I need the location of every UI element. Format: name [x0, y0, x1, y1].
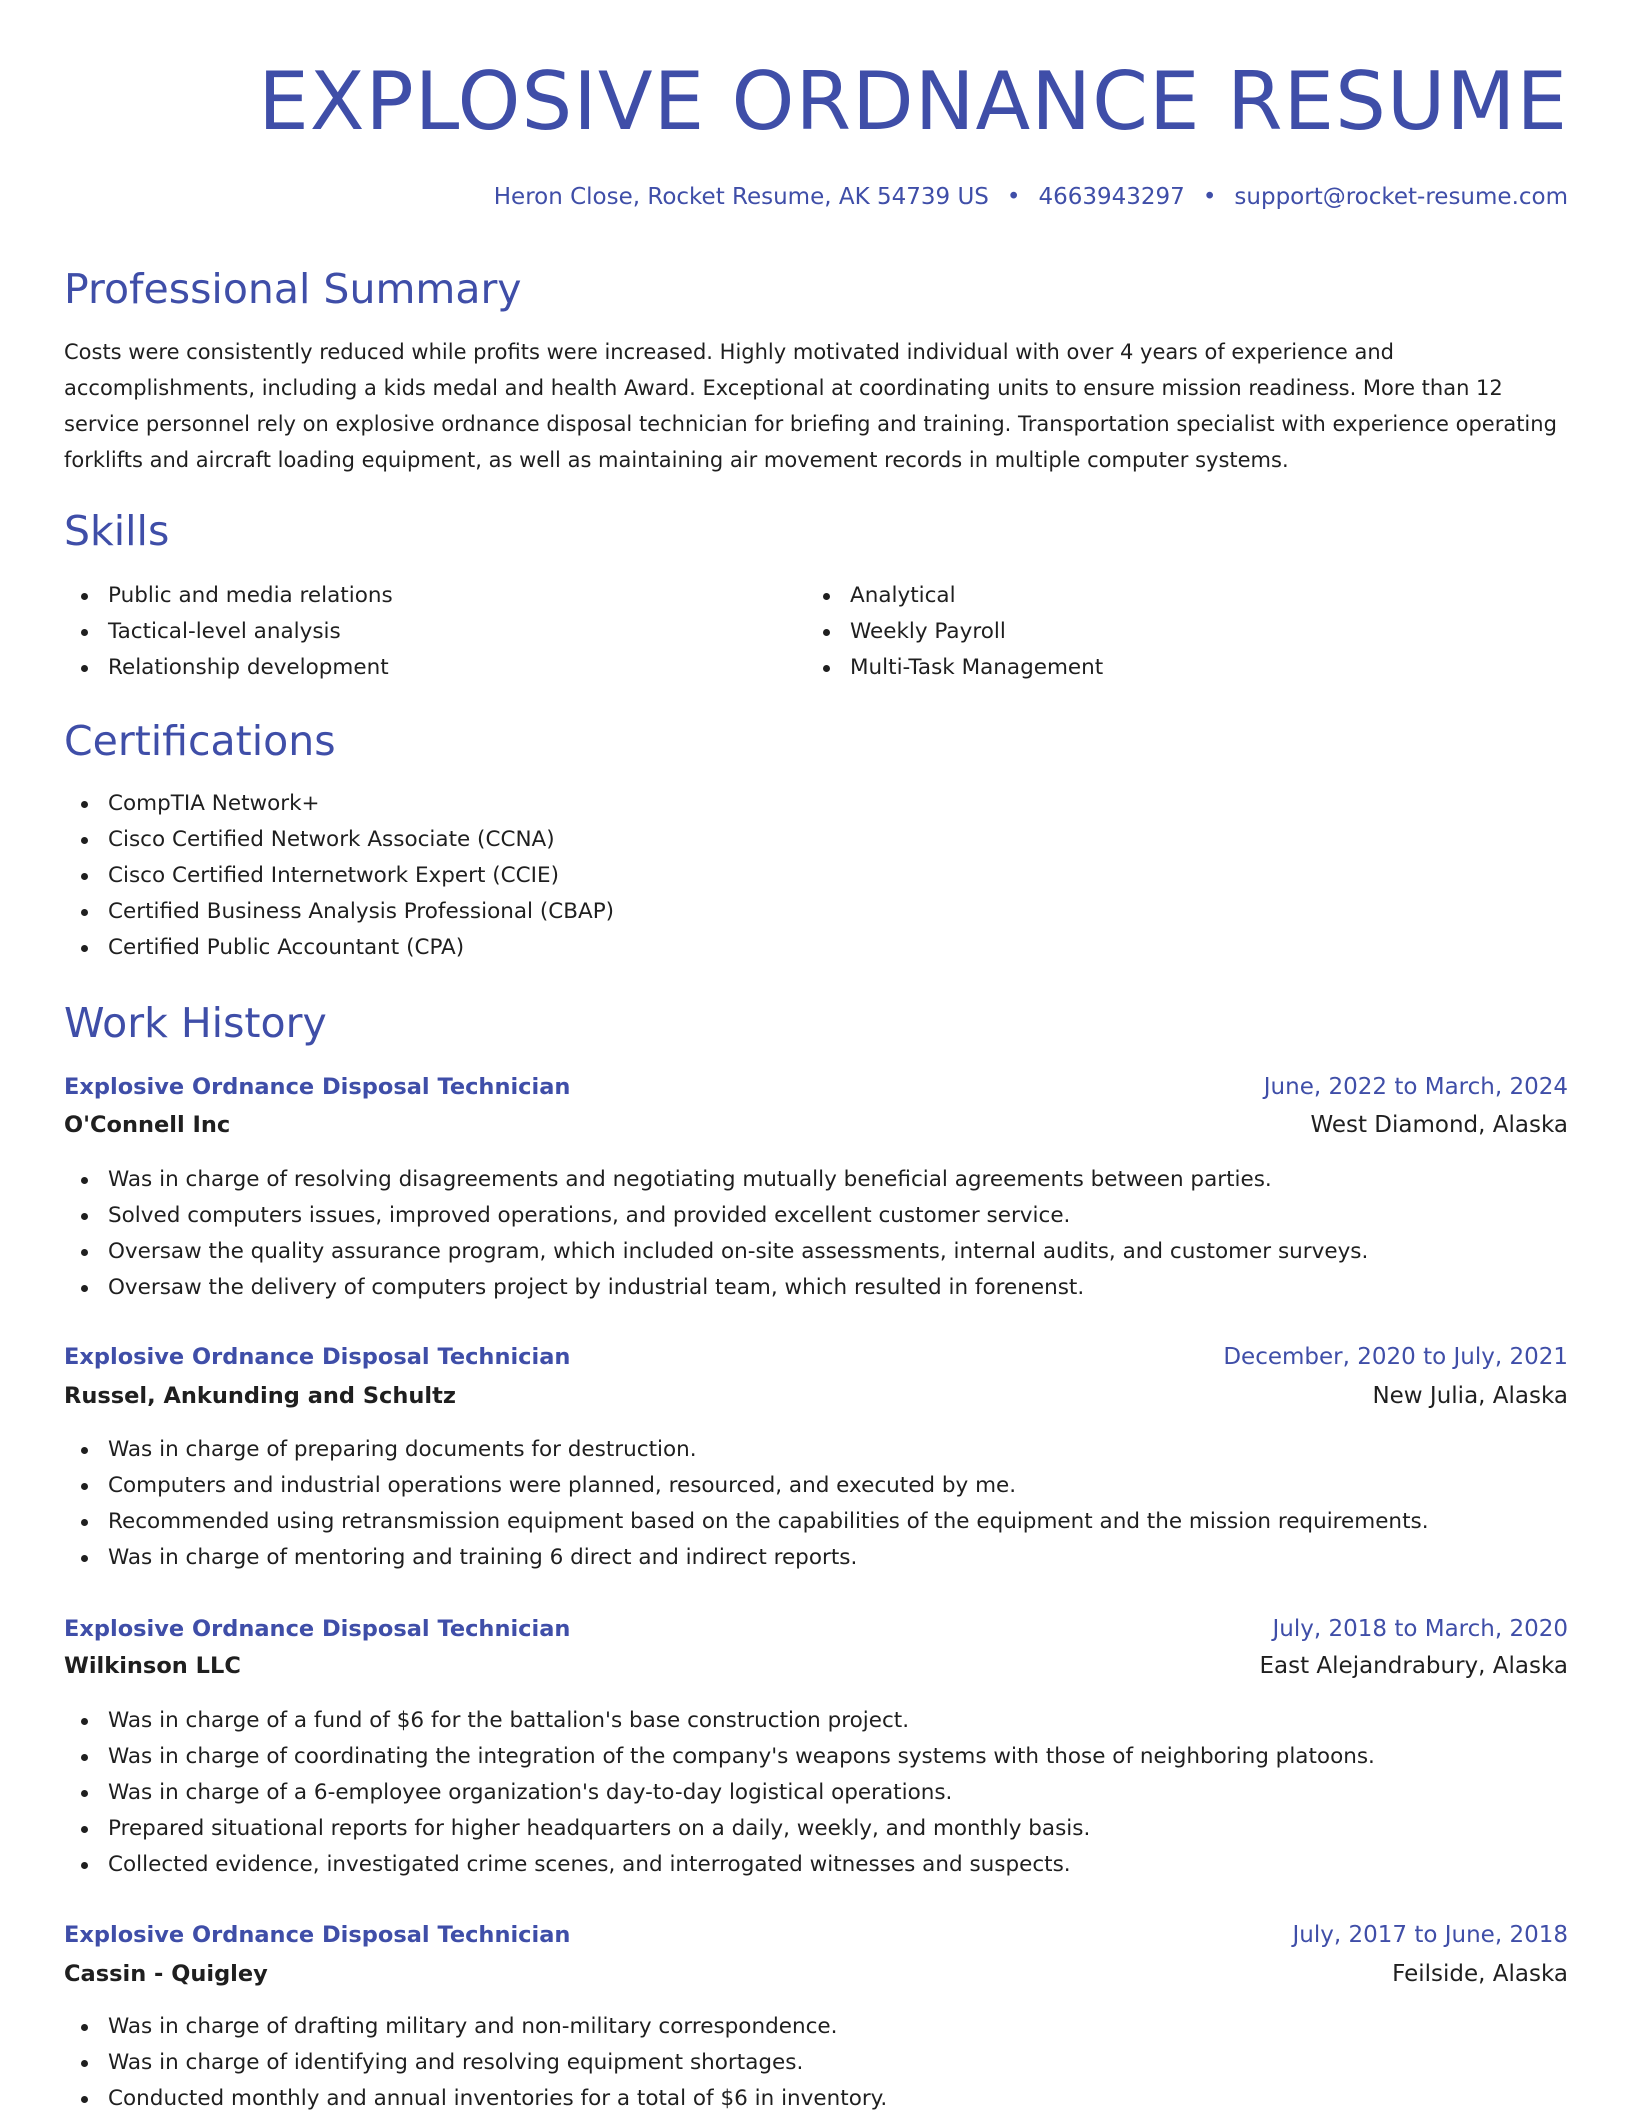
certification-item: Cisco Certified Internetwork Expert (CCIE) [64, 858, 614, 894]
skill-item: Tactical-level analysis [64, 614, 393, 650]
skill-item: Analytical [806, 578, 1103, 614]
skill-item: Multi-Task Management [806, 650, 1103, 686]
skill-item: Relationship development [64, 650, 393, 686]
job-bullets [64, 1432, 1429, 1576]
job-location: Feilside, Alaska [1392, 1961, 1568, 1987]
contact-separator: • [1202, 184, 1217, 210]
job-title: Explosive Ordnance Disposal Technician [64, 1616, 571, 1642]
skill-item: Weekly Payroll [806, 614, 1103, 650]
job-bullet: Solved computers issues, improved operations, and provided excellent customer service. [64, 1198, 1368, 1234]
work-history-heading: Work History [64, 999, 327, 1047]
certifications-list [64, 786, 614, 966]
job-dates: June, 2022 to March, 2024 [1263, 1074, 1568, 1100]
certifications-heading: Certifications [64, 717, 336, 765]
job-dates: December, 2020 to July, 2021 [1223, 1344, 1568, 1370]
job-location: West Diamond, Alaska [1310, 1112, 1568, 1138]
job-bullet: Recommended using retransmission equipment based on the capabilities of the equipment and the mission requirements. [64, 1504, 1429, 1540]
job-company: O'Connell Inc [64, 1112, 231, 1138]
job-location: East Alejandrabury, Alaska [1259, 1653, 1568, 1679]
resume-title: EXPLOSIVE ORDNANCE RESUME [258, 55, 1568, 148]
job-bullet: Oversaw the quality assurance program, which included on-site assessments, internal audits, and customer surveys. [64, 1234, 1368, 1270]
skills-list-right [806, 578, 1103, 686]
job-location: New Julia, Alaska [1372, 1383, 1568, 1409]
certification-item: CompTIA Network+ [64, 786, 614, 822]
job-bullet: Was in charge of identifying and resolving equipment shortages. [64, 2045, 887, 2081]
certification-item: Cisco Certified Network Associate (CCNA) [64, 822, 614, 858]
job-bullets [64, 2009, 887, 2117]
skill-item: Public and media relations [64, 578, 393, 614]
job-title: Explosive Ordnance Disposal Technician [64, 1922, 571, 1948]
skills-list-left [64, 578, 393, 686]
skills-heading: Skills [64, 507, 170, 555]
job-bullet: Was in charge of coordinating the integration of the company's weapons systems with those of neighboring platoons. [64, 1739, 1375, 1775]
certification-item: Certified Public Accountant (CPA) [64, 930, 614, 966]
job-bullet: Was in charge of a fund of $6 for the battalion's base construction project. [64, 1703, 1375, 1739]
contact-line [494, 180, 1568, 214]
job-title: Explosive Ordnance Disposal Technician [64, 1344, 571, 1370]
job-bullet: Was in charge of mentoring and training 6 direct and indirect reports. [64, 1540, 1429, 1576]
job-title: Explosive Ordnance Disposal Technician [64, 1074, 571, 1100]
job-bullet: Was in charge of preparing documents for destruction. [64, 1432, 1429, 1468]
job-bullet: Was in charge of resolving disagreements and negotiating mutually beneficial agreements between parties. [64, 1162, 1368, 1198]
job-bullets [64, 1162, 1368, 1306]
summary-heading: Professional Summary [64, 265, 522, 313]
contact-phone: 4663943297 [1038, 184, 1185, 210]
summary-text: Costs were consistently reduced while profits were increased. Highly motivated individual with over 4 years of experience and accomplishments, including a kids medal and health Award. Exceptional at coordinating units to ensure mission readiness. More than 12 service personnel rely on explosive ordnance disposal technician for briefing and training. Transportation specialist with experience operating forklifts and aircraft loading equipment, as well as maintaining air movement records in multiple computer systems. [64, 340, 1557, 472]
contact-email[interactable]: support@rocket-resume.com [1234, 184, 1568, 210]
certification-item: Certified Business Analysis Professional (CBAP) [64, 894, 614, 930]
job-bullet: Computers and industrial operations were planned, resourced, and executed by me. [64, 1468, 1429, 1504]
job-bullet: Was in charge of drafting military and non-military correspondence. [64, 2009, 887, 2045]
job-bullet: Was in charge of a 6-employee organization's day-to-day logistical operations. [64, 1775, 1375, 1811]
job-company: Wilkinson LLC [64, 1653, 241, 1679]
job-company: Cassin - Quigley [64, 1961, 268, 1987]
job-bullet: Conducted monthly and annual inventories for a total of $6 in inventory. [64, 2081, 887, 2117]
contact-address: Heron Close, Rocket Resume, AK 54739 US [493, 184, 989, 210]
job-bullets [64, 1703, 1375, 1883]
job-dates: July, 2017 to June, 2018 [1292, 1922, 1568, 1948]
job-bullet: Collected evidence, investigated crime scenes, and interrogated witnesses and suspects. [64, 1847, 1375, 1883]
job-bullet: Oversaw the delivery of computers project by industrial team, which resulted in forenenst. [64, 1270, 1368, 1306]
job-company: Russel, Ankunding and Schultz [64, 1383, 456, 1409]
job-bullet: Prepared situational reports for higher headquarters on a daily, weekly, and monthly basis. [64, 1811, 1375, 1847]
contact-separator: • [1006, 184, 1021, 210]
job-dates: July, 2018 to March, 2020 [1272, 1616, 1568, 1642]
